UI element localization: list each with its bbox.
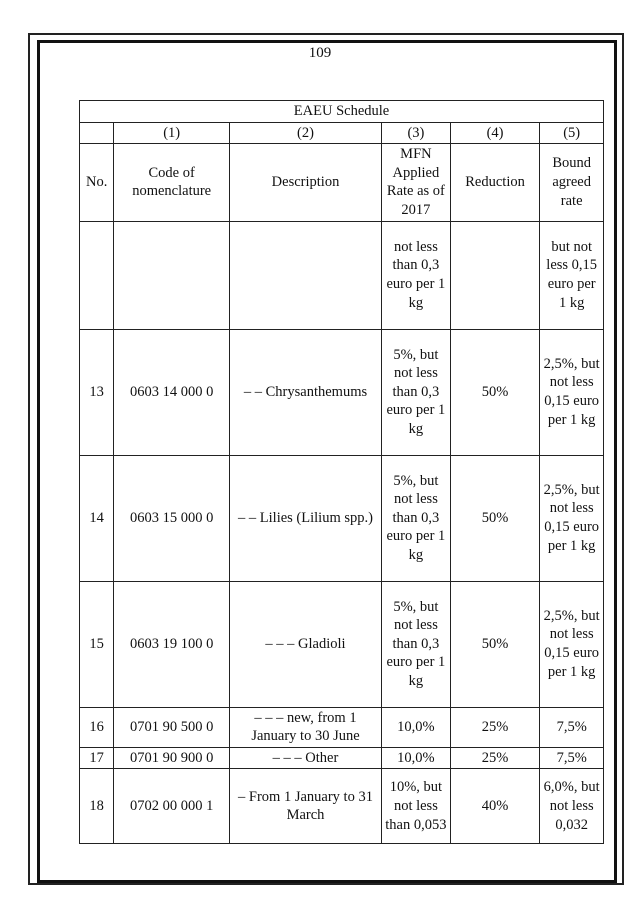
empty-cell bbox=[114, 221, 230, 329]
row-description: – – – Gladioli bbox=[229, 581, 381, 707]
column-number: (3) bbox=[382, 122, 451, 144]
row-no: 18 bbox=[80, 769, 114, 844]
row-reduction: 40% bbox=[450, 769, 540, 844]
header-row bbox=[80, 144, 604, 221]
header-description: Description bbox=[229, 144, 381, 221]
column-number-blank bbox=[80, 122, 114, 144]
empty-cell bbox=[80, 221, 114, 329]
table-title-row bbox=[80, 101, 604, 123]
header-no: No. bbox=[80, 144, 114, 221]
row-bound: 6,0%, but not less 0,032 bbox=[540, 769, 604, 844]
header-code: Code of nomenclature bbox=[114, 144, 230, 221]
row-description: – From 1 January to 31 March bbox=[229, 769, 381, 844]
row-no: 16 bbox=[80, 707, 114, 747]
row-description: – – – new, from 1 January to 30 June bbox=[229, 707, 381, 747]
header-bound: Bound agreed rate bbox=[540, 144, 604, 221]
column-number: (1) bbox=[114, 122, 230, 144]
table-row bbox=[80, 707, 604, 747]
row-bound: 2,5%, but not less 0,15 euro per 1 kg bbox=[540, 581, 604, 707]
row-code: 0603 15 000 0 bbox=[114, 455, 230, 581]
table-row bbox=[80, 769, 604, 844]
row-code: 0603 14 000 0 bbox=[114, 329, 230, 455]
table-row bbox=[80, 455, 604, 581]
continuation-mfn: not less than 0,3 euro per 1 kg bbox=[382, 221, 451, 329]
row-bound: 7,5% bbox=[540, 747, 604, 769]
row-description: – – – Other bbox=[229, 747, 381, 769]
row-mfn: 10,0% bbox=[382, 747, 451, 769]
row-code: 0702 00 000 1 bbox=[114, 769, 230, 844]
row-no: 15 bbox=[80, 581, 114, 707]
empty-cell bbox=[450, 221, 540, 329]
row-code: 0701 90 900 0 bbox=[114, 747, 230, 769]
row-no: 14 bbox=[80, 455, 114, 581]
page-number: 109 bbox=[308, 45, 332, 61]
row-description: – – Chrysanthemums bbox=[229, 329, 381, 455]
continuation-bound: but not less 0,15 euro per 1 kg bbox=[540, 221, 604, 329]
header-mfn: MFN Applied Rate as of 2017 bbox=[382, 144, 451, 221]
column-number: (5) bbox=[540, 122, 604, 144]
continuation-row bbox=[80, 221, 604, 329]
row-mfn: 10,0% bbox=[382, 707, 451, 747]
row-reduction: 25% bbox=[450, 707, 540, 747]
table-row bbox=[80, 581, 604, 707]
column-number: (4) bbox=[450, 122, 540, 144]
row-bound: 2,5%, but not less 0,15 euro per 1 kg bbox=[540, 455, 604, 581]
row-mfn: 5%, but not less than 0,3 euro per 1 kg bbox=[382, 329, 451, 455]
table-title: EAEU Schedule bbox=[80, 101, 604, 123]
empty-cell bbox=[229, 221, 381, 329]
row-mfn: 10%, but not less than 0,053 bbox=[382, 769, 451, 844]
row-code: 0701 90 500 0 bbox=[114, 707, 230, 747]
row-reduction: 50% bbox=[450, 455, 540, 581]
column-number-row bbox=[80, 122, 604, 144]
row-description: – – Lilies (Lilium spp.) bbox=[229, 455, 381, 581]
column-number: (2) bbox=[229, 122, 381, 144]
row-bound: 7,5% bbox=[540, 707, 604, 747]
row-mfn: 5%, but not less than 0,3 euro per 1 kg bbox=[382, 581, 451, 707]
row-reduction: 25% bbox=[450, 747, 540, 769]
row-bound: 2,5%, but not less 0,15 euro per 1 kg bbox=[540, 329, 604, 455]
eaeu-schedule-table bbox=[79, 100, 604, 844]
row-reduction: 50% bbox=[450, 581, 540, 707]
table-row bbox=[80, 747, 604, 769]
row-no: 13 bbox=[80, 329, 114, 455]
row-no: 17 bbox=[80, 747, 114, 769]
row-reduction: 50% bbox=[450, 329, 540, 455]
row-mfn: 5%, but not less than 0,3 euro per 1 kg bbox=[382, 455, 451, 581]
table-row bbox=[80, 329, 604, 455]
header-reduction: Reduction bbox=[450, 144, 540, 221]
row-code: 0603 19 100 0 bbox=[114, 581, 230, 707]
